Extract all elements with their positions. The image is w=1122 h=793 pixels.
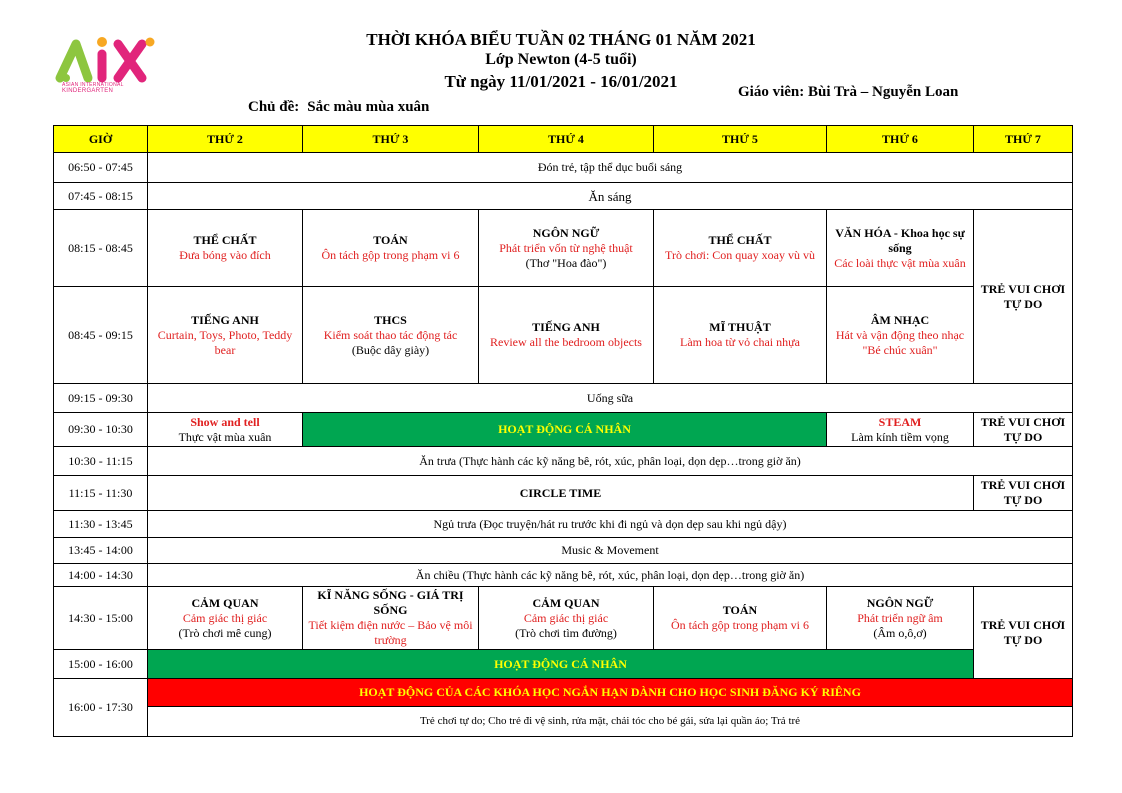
timetable (53, 125, 1073, 737)
activity-cell: Đón trẻ, tập thể dục buổi sáng (148, 153, 1073, 183)
saturday-free-play: TRẺ VUI CHƠI TỰ DO (974, 210, 1073, 384)
activity-cell: TIẾNG ANH Curtain, Toys, Photo, Teddy bear (148, 287, 303, 384)
activity-cell: CẢM QUAN Cảm giác thị giác (Trò chơi tìm đường) (479, 587, 654, 650)
table-row (54, 679, 1073, 707)
saturday-free-play: TRẺ VUI CHƠI TỰ DO (974, 587, 1073, 679)
col-thu: THỨ 5 (654, 126, 827, 153)
time-cell: 08:15 - 08:45 (54, 210, 148, 287)
table-row (54, 650, 1073, 679)
individual-activity: HOẠT ĐỘNG CÁ NHÂN (148, 650, 974, 679)
activity-cell: Ngủ trưa (Đọc truyện/hát ru trước khi đi ngủ và dọn dẹp sau khi ngủ dậy) (148, 511, 1073, 538)
activity-cell: STEAM Làm kính tiềm vọng (827, 413, 974, 447)
header-row (54, 126, 1073, 153)
time-cell: 14:00 - 14:30 (54, 564, 148, 587)
saturday-free-play: TRẺ VUI CHƠI TỰ DO (974, 476, 1073, 511)
table-row (54, 153, 1073, 183)
col-fri: THỨ 6 (827, 126, 974, 153)
time-cell: 07:45 - 08:15 (54, 183, 148, 210)
table-row (54, 183, 1073, 210)
circle-time: CIRCLE TIME (148, 476, 974, 511)
table-row (54, 210, 1073, 287)
time-cell: 16:00 - 17:30 (54, 679, 148, 737)
time-cell: 11:30 - 13:45 (54, 511, 148, 538)
time-cell: 10:30 - 11:15 (54, 447, 148, 476)
short-courses: HOẠT ĐỘNG CỦA CÁC KHÓA HỌC NGẮN HẠN DÀNH CHO HỌC SINH ĐĂNG KÝ RIÊNG (148, 679, 1073, 707)
col-mon: THỨ 2 (148, 126, 303, 153)
table-row (54, 587, 1073, 650)
activity-cell: THỂ CHẤT Trò chơi: Con quay xoay vù vù (654, 210, 827, 287)
teachers: Giáo viên: Bùi Trà – Nguyễn Loan (738, 84, 959, 100)
table-row (54, 413, 1073, 447)
col-sat: THỨ 7 (974, 126, 1073, 153)
activity-cell: ÂM NHẠC Hát và vận động theo nhạc "Bé chúc xuân" (827, 287, 974, 384)
saturday-free-play: TRẺ VUI CHƠI TỰ DO (974, 413, 1073, 447)
theme: Chủ đề: Sắc màu mùa xuân (248, 99, 430, 115)
activity-cell: Ăn chiều (Thực hành các kỹ năng bê, rót, xúc, phân loại, dọn dẹp…trong giờ ăn) (148, 564, 1073, 587)
activity-cell: TOÁN Ôn tách gộp trong phạm vi 6 (654, 587, 827, 650)
activity-cell: NGÔN NGỮ Phát triển vốn từ nghệ thuật (Thơ "Hoa đào") (479, 210, 654, 287)
time-cell: 06:50 - 07:45 (54, 153, 148, 183)
time-cell: 13:45 - 14:00 (54, 538, 148, 564)
activity-cell: CẢM QUAN Cảm giác thị giác (Trò chơi mê cung) (148, 587, 303, 650)
table-row (54, 707, 1073, 737)
activity-cell: NGÔN NGỮ Phát triển ngữ âm (Âm o,ô,ơ) (827, 587, 974, 650)
activity-cell: Trẻ chơi tự do; Cho trẻ đi vệ sinh, rửa mặt, chải tóc cho bé gái, sửa lại quần áo; Trả trẻ (148, 707, 1073, 737)
activity-cell: Uống sữa (148, 384, 1073, 413)
col-wed: THỨ 4 (479, 126, 654, 153)
activity-cell: VĂN HÓA - Khoa học sự sống Các loài thực vật mùa xuân (827, 210, 974, 287)
table-row (54, 564, 1073, 587)
logo-subtitle: ASIAN INTERNATIONAL KINDERGARTEN (62, 82, 124, 94)
time-cell: 14:30 - 15:00 (54, 587, 148, 650)
date-range: Từ ngày 11/01/2021 - 16/01/2021 (444, 72, 678, 91)
class-name: Lớp Newton (4-5 tuổi) (485, 51, 637, 68)
activity-cell: Ăn trưa (Thực hành các kỹ năng bê, rót, xúc, phân loại, dọn dẹp…trong giờ ăn) (148, 447, 1073, 476)
table-row (54, 287, 1073, 384)
table-row (54, 511, 1073, 538)
activity-cell: KĨ NĂNG SỐNG - GIÁ TRỊ SỐNG Tiết kiệm điện nước – Bảo vệ môi trường (303, 587, 479, 650)
table-row (54, 447, 1073, 476)
activity-cell: MĨ THUẬT Làm hoa từ vỏ chai nhựa (654, 287, 827, 384)
table-row (54, 538, 1073, 564)
col-time: GIỜ (54, 126, 148, 153)
page-title: THỜI KHÓA BIỂU TUẦN 02 THÁNG 01 NĂM 2021 (366, 30, 756, 49)
activity-cell: TIẾNG ANH Review all the bedroom objects (479, 287, 654, 384)
individual-activity: HOẠT ĐỘNG CÁ NHÂN (303, 413, 827, 447)
time-cell: 09:30 - 10:30 (54, 413, 148, 447)
activity-cell: Show and tell Thực vật mùa xuân (148, 413, 303, 447)
activity-cell: Music & Movement (148, 538, 1073, 564)
col-tue: THỨ 3 (303, 126, 479, 153)
table-row (54, 384, 1073, 413)
time-cell: 11:15 - 11:30 (54, 476, 148, 511)
time-cell: 09:15 - 09:30 (54, 384, 148, 413)
table-row (54, 476, 1073, 511)
activity-cell: TOÁN Ôn tách gộp trong phạm vi 6 (303, 210, 479, 287)
time-cell: 15:00 - 16:00 (54, 650, 148, 679)
activity-cell: THCS Kiểm soát thao tác động tác (Buộc dây giày) (303, 287, 479, 384)
time-cell: 08:45 - 09:15 (54, 287, 148, 384)
activity-cell: THỂ CHẤT Đưa bóng vào đích (148, 210, 303, 287)
activity-cell: Ăn sáng (148, 183, 1073, 210)
